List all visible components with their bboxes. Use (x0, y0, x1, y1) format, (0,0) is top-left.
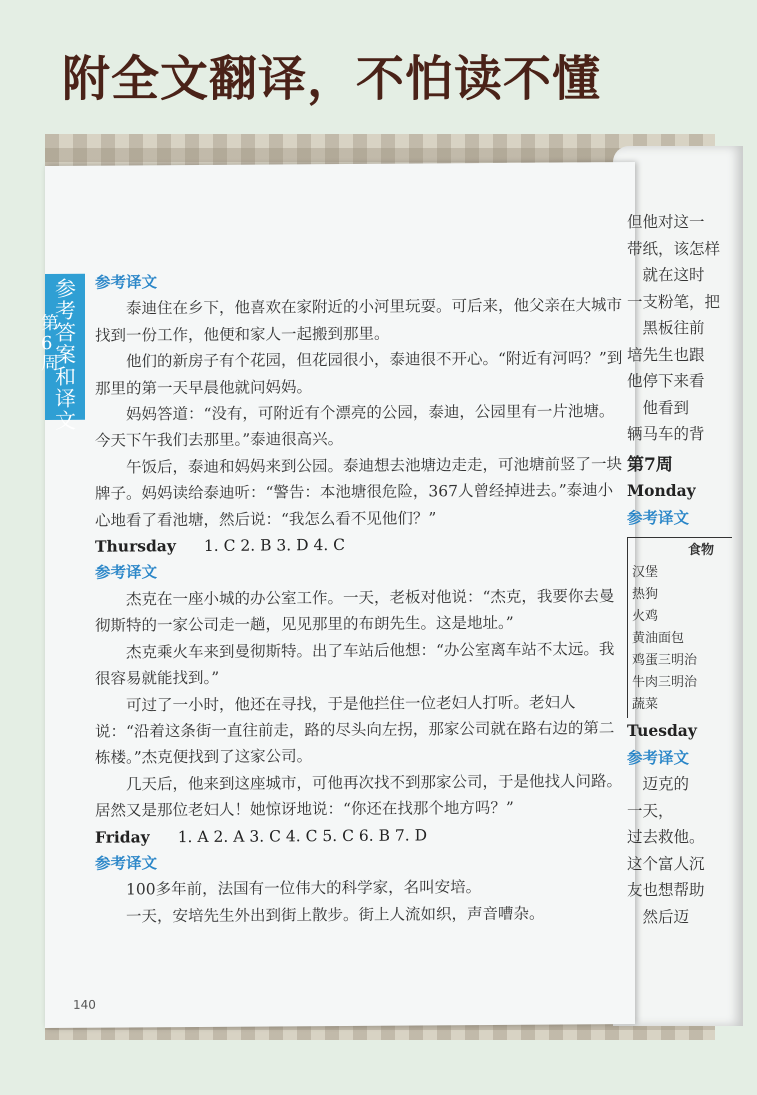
food-table-row: 黄油面包 (632, 631, 685, 646)
text-line: 他停下来看 (627, 372, 705, 390)
text-line: 一天， (627, 801, 674, 820)
paragraph: 泰迪住在乡下，他喜欢在家附近的小河里玩耍。可后来，他父亲在大城市找到一份工作，他便和家人一起搬到那里。 (95, 296, 623, 345)
text-line: 黑板往前 (627, 319, 705, 337)
paragraph: 100多年前，法国有一位伟大的科学家，名叫安培。 (126, 878, 482, 899)
text-line: 迈克的 (627, 775, 690, 793)
text-line: 这个富人沉 (627, 854, 705, 873)
paragraph: 一天，安培先生外出到街上散步。街上人流如织，声音嘈杂。 (126, 904, 545, 926)
text-line: 辆马车的背 (627, 425, 705, 443)
text-line: 然后迈 (627, 907, 690, 926)
food-table-rows (632, 562, 732, 716)
paragraph: 可过了一小时，他还在寻找，于是他拦住一位老妇人打听。老妇人说：“沿着这条街一直往前走，路的尽头向左拐，那家公司就在路右边的第二栋楼。”杰克便找到了这家公司。 (95, 692, 615, 768)
paragraph: 几天后，他来到这座城市，可他再次找不到那家公司，于是他找人问路。居然又是那位老妇人！她惊讶地说：“你还在找那个地方吗？” (95, 771, 623, 820)
right-lines-bottom (627, 771, 757, 930)
day-tuesday: Tuesday (627, 721, 697, 740)
paragraph: 午饭后，泰迪和妈妈来到公园。泰迪想去池塘边走走，可池塘前竖了一块牌子。妈妈读给泰迪听：“警告：本池塘很危险，367人曾经掉进去。”泰迪小心地看了看池塘，然后说：“我怎么看不见他们？” (95, 454, 623, 530)
side-tab-week: 第6周 (41, 312, 59, 375)
left-page (41, 162, 635, 1028)
headline: 附全文翻译，不怕读不懂 (62, 51, 602, 107)
section-head: 参考译文 (627, 508, 690, 527)
text-line: 就在这时 (627, 266, 705, 284)
section-head: 参考译文 (95, 273, 158, 292)
section-head-2: 参考译文 (627, 748, 690, 767)
section-head: 参考译文 (95, 563, 158, 583)
answer-line (95, 821, 625, 851)
answer-values: 1. A 2. A 3. C 4. C 5. C 6. B 7. D (177, 825, 428, 846)
text-line: 但他对这一 (627, 213, 705, 231)
answer-day: Thursday (95, 536, 176, 556)
text-line: 一支粉笔，把 (627, 292, 721, 311)
week-title: 第7周 (627, 454, 673, 475)
paragraph: 他们的新房子有个花园，但花园很小，泰迪很不开心。“附近有河吗？”到那里的第一天早晨他就问妈妈。 (95, 349, 623, 398)
page-number: 140 (73, 997, 96, 1012)
text-line: 他看到 (627, 398, 690, 417)
section-head: 参考译文 (95, 854, 158, 873)
text-line: 过去救他。 (627, 828, 705, 846)
side-tab (41, 274, 85, 433)
answer-values: 1. C 2. B 3. D 4. C (203, 536, 346, 556)
food-table (627, 537, 732, 718)
day-monday: Monday (627, 481, 696, 500)
paragraph: 杰克乘火车来到曼彻斯特。出了车站后他想：“办公室离车站不太远。我很容易就能找到。” (95, 639, 615, 688)
answer-line (95, 530, 625, 560)
side-tab-title: 参考答案和译文 (55, 276, 76, 433)
text-line: 带纸，该怎样 (627, 239, 721, 258)
food-table-header: 食物 (688, 543, 715, 558)
food-table-row: 火鸡 (632, 609, 659, 624)
left-page-content (95, 266, 625, 930)
right-lines-top (627, 209, 757, 448)
text-line: 友也想帮助 (627, 881, 705, 899)
food-table-row: 热狗 (632, 587, 659, 602)
food-table-row: 牛肉三明治 (632, 675, 698, 690)
paragraph: 妈妈答道：“没有，可附近有个漂亮的公园，泰迪，公园里有一片池塘。今天下午我们去那里。”泰迪很高兴。 (95, 402, 615, 451)
paragraph: 杰克在一座小城的办公室工作。一天，老板对他说：“杰克，我要你去曼彻斯特的一家公司走一趟，见见那里的布朗先生。这是地址。” (95, 586, 615, 635)
book-photo (41, 134, 721, 1040)
text-line: 培先生也跟 (627, 345, 705, 364)
food-table-row: 鸡蛋三明治 (632, 653, 698, 668)
answer-day: Friday (95, 826, 150, 847)
food-table-row: 汉堡 (632, 565, 659, 580)
food-table-row: 蔬菜 (632, 697, 659, 712)
right-page-content (627, 209, 757, 930)
